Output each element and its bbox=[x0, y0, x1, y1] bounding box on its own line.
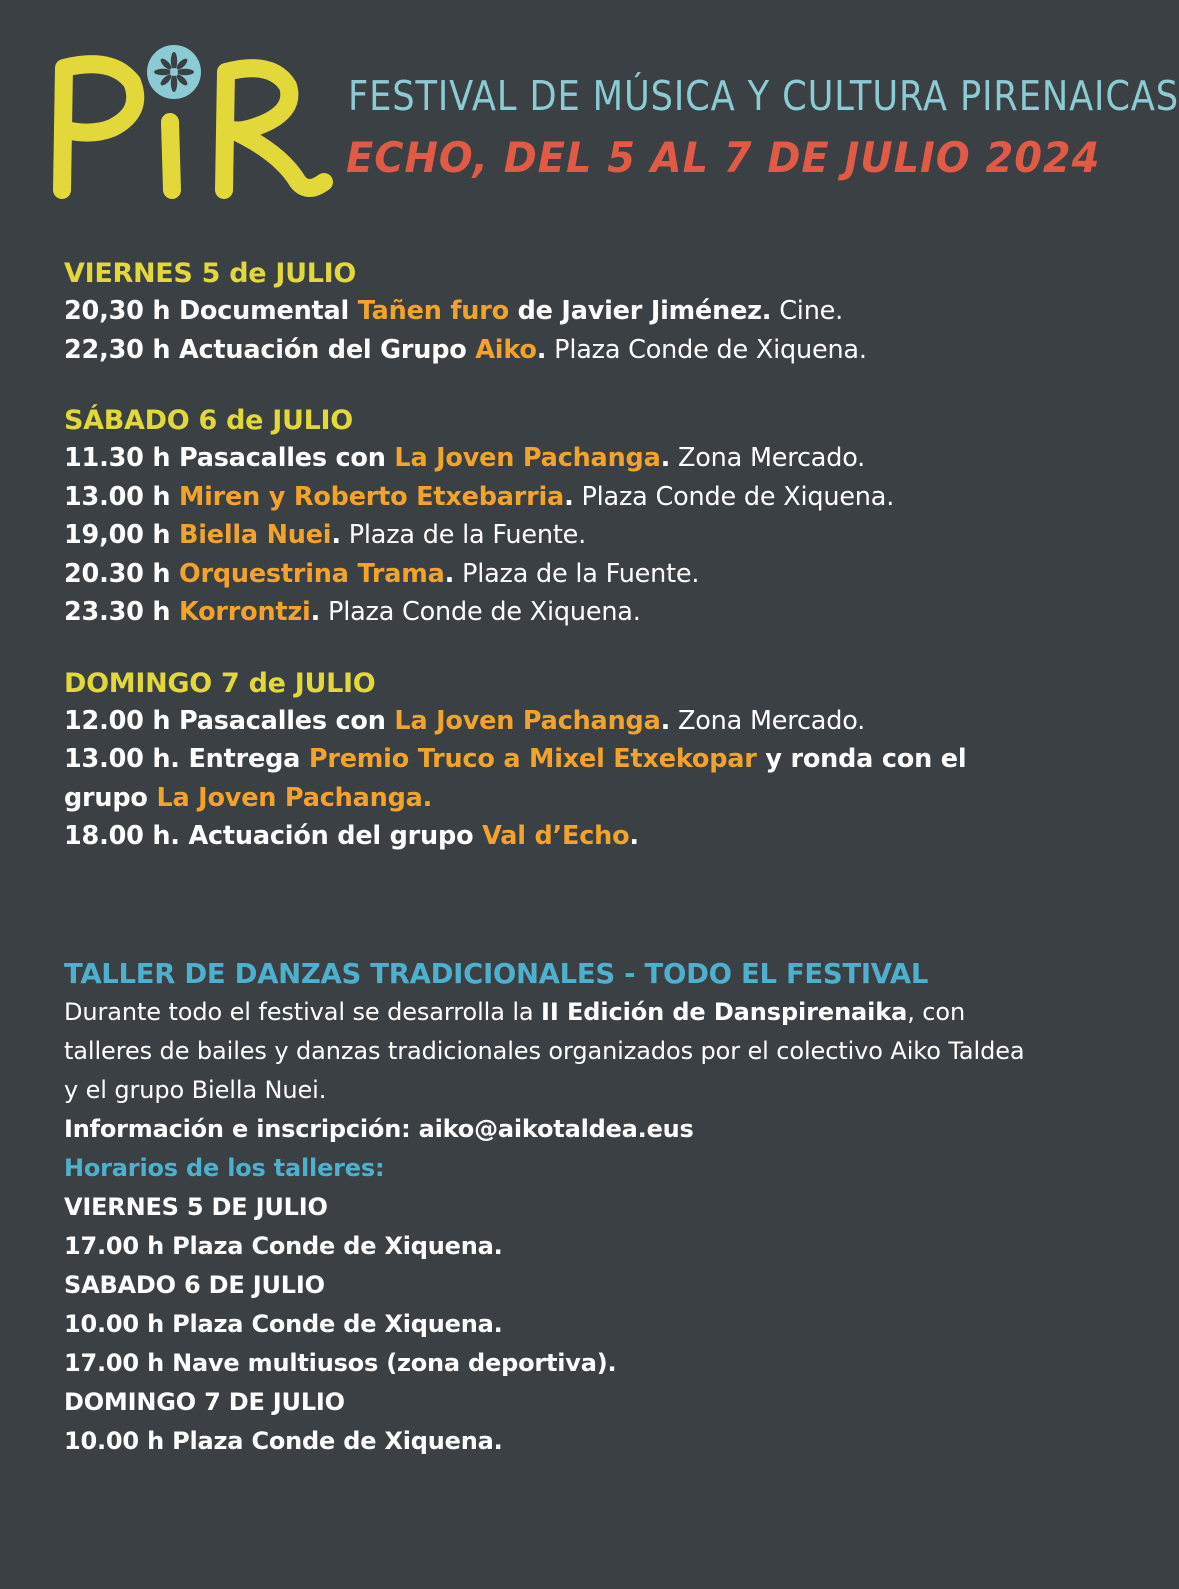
workshop-contact-info: Información e inscripción: aiko@aikotaldea.eus bbox=[64, 1115, 694, 1143]
event-item bbox=[64, 439, 1044, 478]
event-item bbox=[64, 593, 1044, 632]
event-item bbox=[64, 740, 1044, 817]
flower-icon bbox=[147, 45, 201, 99]
event-highlight: Korrontzi bbox=[178, 597, 311, 627]
workshop-heading: TALLER DE DANZAS TRADICIONALES - TODO EL FESTIVAL bbox=[64, 958, 929, 990]
event-text: . bbox=[660, 705, 671, 736]
event-highlight: Val d’Echo bbox=[482, 821, 630, 851]
event-text: . bbox=[310, 597, 321, 627]
day-block bbox=[64, 256, 1044, 369]
event-venue: Plaza Conde de Xiquena. bbox=[573, 481, 895, 512]
event-text: . bbox=[536, 334, 547, 365]
workshop-schedule-line: 10.00 h Plaza Conde de Xiquena. bbox=[64, 1310, 503, 1338]
event-text: . bbox=[564, 481, 574, 512]
event-item bbox=[64, 331, 1044, 370]
event-text: 13.00 h. Entrega bbox=[64, 744, 309, 774]
dance-workshop-section bbox=[64, 955, 1044, 1461]
workshop-intro-2: , con talleres de bailes y danzas tradicionales organizados por el colectivo Aiko Taldea y el grupo Biella Nuei. bbox=[64, 998, 1025, 1104]
festival-title: FESTIVAL DE MÚSICA Y CULTURA PIRENAICAS bbox=[348, 72, 1179, 120]
day-heading: VIERNES 5 de JULIO bbox=[64, 258, 357, 289]
pir-logo bbox=[52, 42, 342, 202]
event-item bbox=[64, 555, 1044, 594]
event-text: 20,30 h Documental bbox=[64, 296, 358, 326]
workshop-schedule-line: VIERNES 5 DE JULIO bbox=[64, 1193, 328, 1221]
event-highlight: Miren y Roberto Etxebarria bbox=[178, 481, 565, 512]
event-text: 22,30 h Actuación del Grupo bbox=[64, 334, 476, 365]
event-venue: Cine. bbox=[771, 296, 844, 326]
event-text: de Javier Jiménez. bbox=[508, 296, 772, 326]
event-highlight: La Joven Pachanga bbox=[394, 443, 661, 473]
day-block bbox=[64, 666, 1044, 856]
event-highlight: La Joven Pachanga. bbox=[156, 782, 433, 813]
event-text: 18.00 h. Actuación del grupo bbox=[64, 821, 483, 851]
event-text: 23.30 h bbox=[64, 597, 179, 627]
event-text: y ronda con el grupo bbox=[64, 744, 967, 813]
event-venue: Plaza de la Fuente. bbox=[454, 558, 700, 589]
event-text: . bbox=[660, 443, 671, 473]
event-venue: Plaza Conde de Xiquena. bbox=[546, 334, 867, 365]
event-highlight: Orquestrina Trama bbox=[178, 558, 445, 589]
day-heading: DOMINGO 7 de JULIO bbox=[64, 667, 376, 699]
festival-dates: ECHO, DEL 5 AL 7 DE JULIO 2024 bbox=[346, 133, 1101, 182]
workshop-schedule-line: SABADO 6 DE JULIO bbox=[64, 1271, 325, 1299]
workshop-schedule-heading: Horarios de los talleres: bbox=[64, 1154, 385, 1182]
event-highlight: Biella Nuei bbox=[178, 520, 332, 550]
event-venue: Zona Mercado. bbox=[670, 443, 866, 473]
event-text: 13.00 h bbox=[64, 481, 179, 512]
event-text: 19,00 h bbox=[64, 520, 179, 550]
event-highlight: Premio Truco a Mixel Etxekopar bbox=[308, 744, 757, 774]
day-block bbox=[64, 403, 1044, 632]
event-text: . bbox=[444, 558, 455, 589]
workshop-edition-name: II Edición de Danspirenaika bbox=[541, 998, 908, 1026]
event-item bbox=[64, 817, 1044, 856]
poster-header bbox=[0, 0, 1179, 230]
event-text: . bbox=[629, 821, 639, 851]
workshop-schedule-line: 17.00 h Nave multiusos (zona deportiva). bbox=[64, 1349, 617, 1377]
event-item bbox=[64, 478, 1044, 517]
event-venue: Plaza Conde de Xiquena. bbox=[320, 597, 641, 627]
day-heading: SÁBADO 6 de JULIO bbox=[64, 405, 353, 436]
event-highlight: Tañen furo bbox=[357, 296, 509, 326]
event-item bbox=[64, 292, 1044, 331]
event-text: . bbox=[331, 520, 341, 550]
event-text: 20.30 h bbox=[64, 558, 179, 589]
event-item bbox=[64, 702, 1044, 741]
workshop-schedule-line: 17.00 h Plaza Conde de Xiquena. bbox=[64, 1232, 503, 1260]
workshop-schedule-line: 10.00 h Plaza Conde de Xiquena. bbox=[64, 1427, 503, 1455]
workshop-intro-1: Durante todo el festival se desarrolla la bbox=[64, 998, 542, 1026]
event-text: 12.00 h Pasacalles con bbox=[64, 705, 395, 736]
workshop-schedule-line: DOMINGO 7 DE JULIO bbox=[64, 1388, 345, 1416]
event-item bbox=[64, 516, 1044, 555]
event-venue: Zona Mercado. bbox=[670, 705, 866, 736]
event-highlight: Aiko bbox=[475, 334, 537, 365]
workshop-schedule-list bbox=[64, 1188, 1044, 1461]
event-highlight: La Joven Pachanga bbox=[394, 705, 661, 736]
workshop-description bbox=[64, 993, 1044, 1110]
program-schedule bbox=[64, 256, 1044, 890]
event-text: 11.30 h Pasacalles con bbox=[64, 443, 395, 473]
event-venue: Plaza de la Fuente. bbox=[340, 520, 587, 550]
